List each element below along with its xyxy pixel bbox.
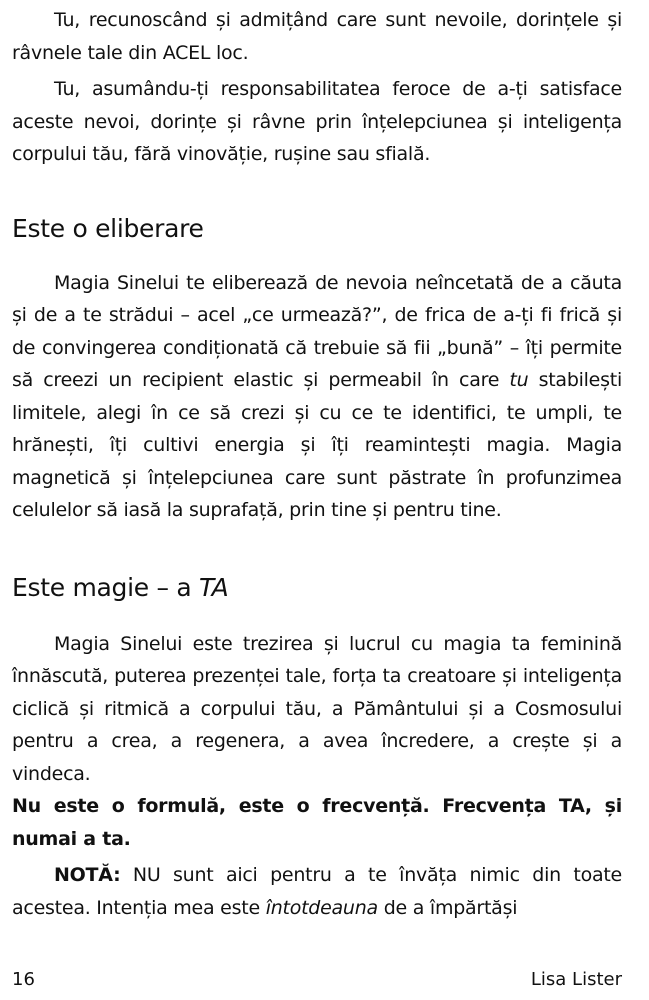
note-paragraph bbox=[12, 859, 622, 924]
paragraph-liberation-italic: tu bbox=[509, 369, 529, 391]
note-italic: întotdeauna bbox=[265, 896, 378, 919]
note-part2: de a împărtăși bbox=[377, 896, 518, 919]
paragraph-liberation bbox=[12, 267, 622, 527]
paragraph-liberation-part2: stabilești limitele, alegi în ce să crezi și cu ce te identifici, te umpli, te hrănești, îți cultivi energia și îți reamintești magia. Magia magnetică și înțelepciunea care sunt păstrate în profunzimea celulelor să iasă la suprafață, prin tine și pentru tine. bbox=[12, 369, 623, 521]
author-name: Lisa Lister bbox=[530, 969, 622, 990]
section-heading-magic bbox=[12, 572, 622, 604]
paragraph-responsibility: Tu, asumându-ți responsabilitatea feroce de a-ți satisface aceste nevoi, dorințe și râvne prin înțelepciunea și inteligența corpului tău, fără vinovăție, rușine sau sfială. bbox=[12, 78, 622, 165]
note-label: NOTĂ: bbox=[54, 864, 121, 886]
section-heading-liberation: Este o eliberare bbox=[12, 213, 204, 243]
section-heading-magic-main: Este magie – a bbox=[12, 572, 199, 602]
section-heading-magic-italic: TA bbox=[198, 572, 229, 602]
page-number: 16 bbox=[12, 969, 35, 990]
note-part1: NU sunt aici pentru a te învăța nimic din toate acestea. Intenția mea este bbox=[12, 864, 622, 919]
page-footer bbox=[12, 968, 622, 992]
page-body bbox=[12, 4, 622, 924]
paragraph-magic: Magia Sinelui este trezirea și lucrul cu magia ta feminină înnăscută, puterea prezenței tale, forța ta creatoare și inteligența ciclică și ritmică a corpului tău, a Pământului și a Cosmosului pentru a crea, a regenera, a avea încredere, a crește și a vindeca. bbox=[12, 632, 622, 785]
bold-statement: Nu este o formulă, este o frecvență. Frecvența TA, și numai a ta. bbox=[12, 795, 622, 850]
paragraph-needs: Tu, recunoscând și admițând care sunt nevoile, dorințele și râvnele tale din ACEL loc. bbox=[12, 9, 622, 64]
paragraph-liberation-part1: Magia Sinelui te eliberează de nevoia neîncetată de a căuta și de a te strădui – acel „ce urmează?”, de frica de a-ți fi frică și de convingerea condiționată că trebuie să fii „bună” – îți permite să creezi un recipient elastic și permeabil în care bbox=[12, 271, 622, 391]
